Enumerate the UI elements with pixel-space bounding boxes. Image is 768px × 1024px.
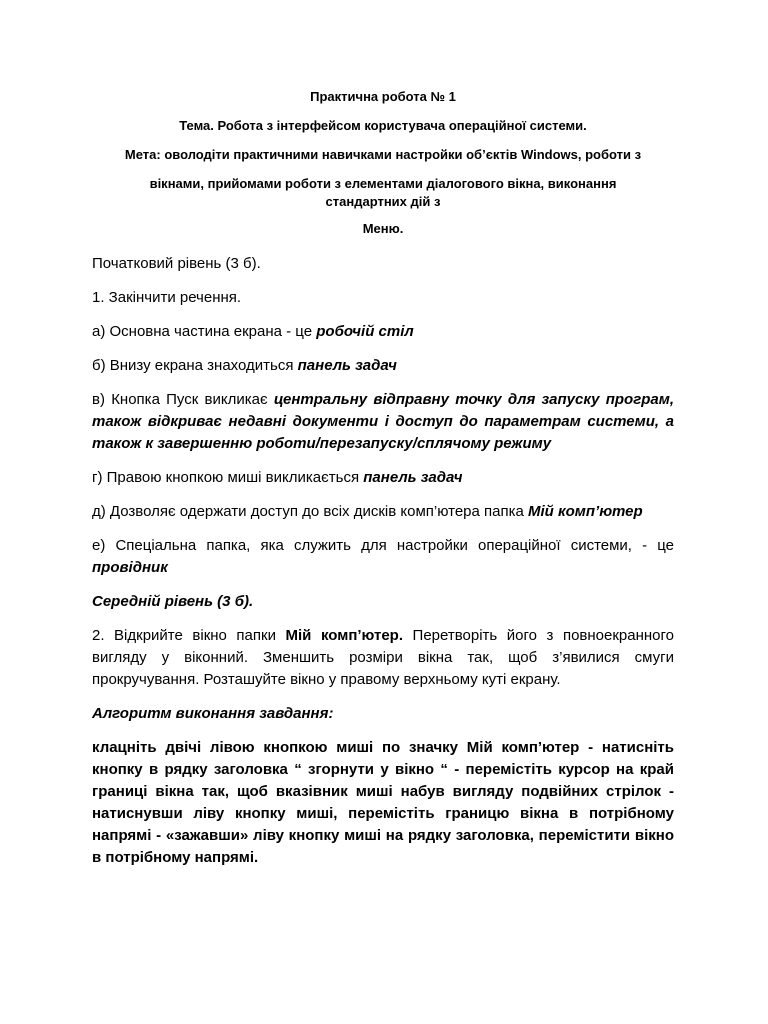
topic-line: Тема. Робота з інтерфейсом користувача операційної системи.: [179, 118, 587, 133]
item-text: е) Спеціальна папка, яка служить для настройки операційної системи, - це: [92, 537, 674, 554]
goal-line-2-3: [92, 175, 674, 211]
list-item: [92, 321, 674, 343]
list-item: [92, 535, 674, 579]
goal-line-1: Мета: оволодіти практичними навичками настройки об’єктів Windows, роботи з: [124, 147, 642, 162]
task-folder-name: Мій комп’ютер.: [285, 627, 403, 644]
section1-task: 1. Закінчити речення.: [92, 289, 242, 306]
goal-line-4: Меню.: [362, 221, 404, 236]
list-item: [92, 355, 674, 377]
section2-task: [92, 625, 674, 691]
algorithm-text: клацніть двічі лівою кнопкою миші по значку Мій комп’ютер - натисніть кнопку в рядку заголовка “ згорнути у вікно “ - перемістіть курсор на край границі вікна так, щоб вказівник миші набув вигляду подвійних стрілок - натиснувши ліву кнопку миші, перемістіть границю вікна в потрібному напрямі - «зажавши» ліву кнопку миші на рядку заголовка, перемістити вікно в потрібному напрямі.: [92, 739, 674, 866]
item-text: б) Внизу екрана знаходиться: [92, 357, 298, 374]
item-text: г) Правою кнопкою миші викликається: [92, 469, 364, 486]
goal-line-2: вікнами, прийомами роботи з елементами діалогового вікна, виконання: [149, 176, 617, 191]
item-answer: центральну відправну точку для запуску програм, також відкриває недавні документи і доступ до параметрам системи, а також к завершенню роботи/перезапуску/сплячому режиму: [92, 391, 674, 452]
goal-line-3: стандартних дій з: [325, 194, 441, 209]
list-item: [92, 389, 674, 455]
document-body: [92, 253, 674, 881]
item-answer: робочій стіл: [316, 323, 414, 340]
section2-heading: Середній рівень (3 б).: [92, 593, 254, 610]
section1-heading: Початковий рівень (3 б).: [92, 255, 261, 272]
item-text: в) Кнопка Пуск викликає: [92, 391, 274, 408]
item-answer: панель задач: [363, 469, 463, 486]
item-answer: Мій комп’ютер: [528, 503, 643, 520]
task-prefix: 2. Відкрийте вікно папки: [92, 627, 286, 644]
item-answer: провідник: [92, 559, 168, 576]
item-answer: панель задач: [297, 357, 397, 374]
item-text: а) Основна частина екрана - це: [92, 323, 317, 340]
list-item: [92, 501, 674, 523]
task-rest: Перетворіть його з повноекранного вигляду у віконний. Зменшить розміри вікна так, щоб з’явилися смуги прокручування. Розташуйте вікно у правому верхньому куті екрану.: [92, 627, 674, 688]
list-item: [92, 467, 674, 489]
page-title: Практична робота № 1: [310, 89, 456, 104]
item-text: д) Дозволяє одержати доступ до всіх дисків комп’ютера папка: [92, 503, 529, 520]
algorithm-heading: Алгоритм виконання завдання:: [92, 705, 334, 722]
